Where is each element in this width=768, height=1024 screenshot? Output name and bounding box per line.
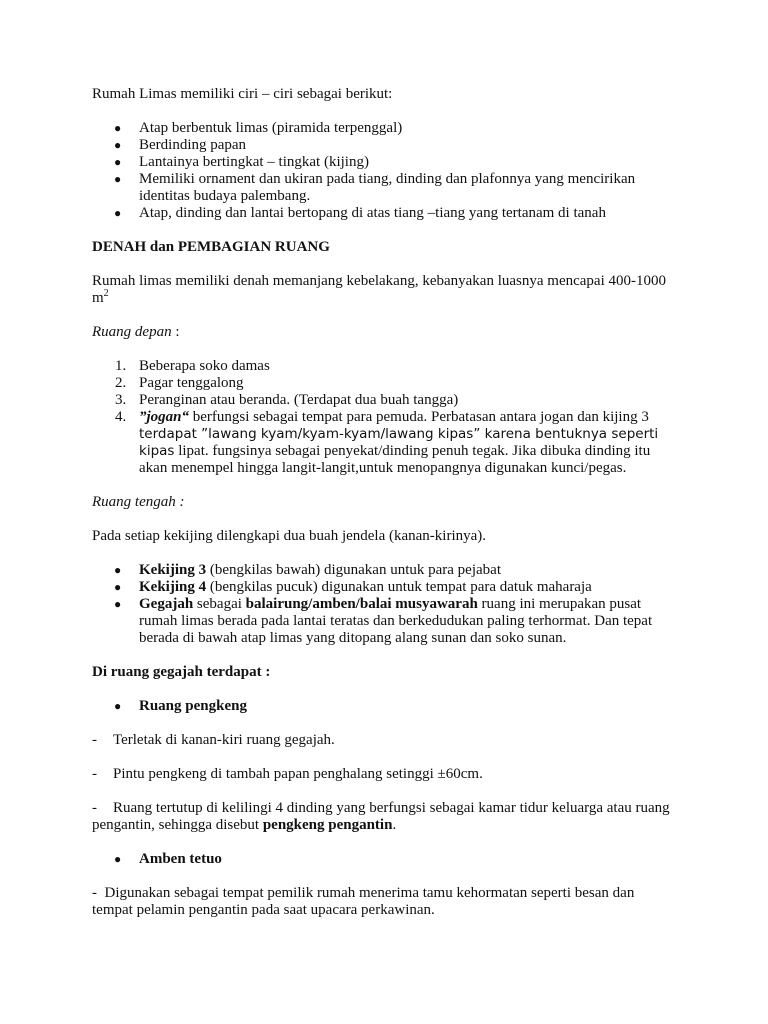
list-item: ● Gegajah sebagai balairung/amben/balai musyawarah ruang ini merupakan pusat rumah limas berada pada lantai teratas dan berkedudukan paling terhormat. Dan tepat berada di bawah atap limas yang ditopang alang sunan dan soko sunan.: [114, 596, 653, 646]
section-heading: DENAH dan PEMBAGIAN RUANG: [92, 239, 330, 255]
pengkeng-heading-list: [92, 698, 672, 715]
ruang-tengah-heading: Ruang tengah :: [92, 494, 185, 510]
bullet-icon: ●: [114, 852, 122, 866]
bullet-icon: ●: [114, 597, 122, 611]
pengkeng-line: - Pintu pengkeng di tambah papan penghalang setinggi ±60cm.: [92, 766, 483, 782]
list-item: ● Berdinding papan: [114, 137, 247, 153]
ruang-tengah-list: [92, 562, 672, 647]
list-item: 3. Peranginan atau beranda. (Terdapat dua buah tangga): [115, 392, 459, 408]
list-item: ● Lantainya bertingkat – tingkat (kijing): [114, 154, 369, 170]
ruang-tengah-intro: Pada setiap kekijing dilengkapi dua buah jendela (kanan-kirinya).: [92, 528, 487, 544]
denah-paragraph: Rumah limas memiliki denah memanjang kebelakang, kebanyakan luasnya mencapai 400-1000 $m^2$: [92, 273, 666, 306]
pengkeng-line: - Ruang tertutup di kelilingi 4 dinding yang berfungsi sebagai kamar tidur keluarga atau ruang pengantin, sehingga disebut pengkeng pengantin.: [92, 800, 670, 833]
features-list: [92, 120, 672, 222]
list-item: ● Ruang pengkeng: [114, 698, 247, 714]
list-item: ● Atap, dinding dan lantai bertopang di atas tiang –tiang yang tertanam di tanah: [114, 205, 606, 221]
intro-paragraph: Rumah Limas memiliki ciri – ciri sebagai berikut:: [92, 86, 393, 102]
list-item: ● Amben tetuo: [114, 851, 222, 867]
bullet-icon: ●: [114, 138, 122, 152]
amben-heading-list: [92, 851, 672, 868]
bullet-icon: ●: [114, 155, 122, 169]
bullet-icon: ●: [114, 563, 122, 577]
ruang-depan-list: [92, 358, 672, 477]
bullet-icon: ●: [114, 580, 122, 594]
bullet-icon: ●: [114, 699, 122, 713]
list-item: ● Kekijing 3 (bengkilas bawah) digunakan untuk para pejabat: [114, 562, 501, 578]
list-item: 4. ”jogan“ berfungsi sebagai tempat para pemuda. Perbatasan antara jogan dan kijing 3 terdapat ”lawang kyam/kyam-kyam/lawang kipas” karena bentuknya seperti kipas lipat. fungsinya sebagai penyekat/dinding penuh tegak. Jika dibuka dinding itu akan menempel hingga langit-langit,untuk menopangnya digunakan kunci/pegas.: [115, 409, 659, 476]
document-page: [92, 86, 672, 919]
list-item: ● Atap berbentuk limas (piramida terpenggal): [114, 120, 403, 136]
list-item: 2. Pagar tenggalong: [115, 375, 244, 391]
gegajah-heading: Di ruang gegajah terdapat :: [92, 664, 271, 680]
ruang-depan-heading: Ruang depan :: [92, 324, 180, 340]
pengkeng-line: - Terletak di kanan-kiri ruang gegajah.: [92, 732, 335, 748]
term-jogan: ”jogan“: [139, 409, 190, 425]
superscript: 2: [103, 288, 109, 299]
bullet-icon: ●: [114, 206, 122, 220]
amben-line: - Digunakan sebagai tempat pemilik rumah menerima tamu kehormatan seperti besan dan tempat pelamin pengantin pada saat upacara perkawinan.: [92, 885, 635, 918]
list-item: 1. Beberapa soko damas: [115, 358, 270, 374]
bullet-icon: ●: [114, 172, 122, 186]
bullet-icon: ●: [114, 121, 122, 135]
list-item: ● Memiliki ornament dan ukiran pada tiang, dinding dan plafonnya yang mencirikan identitas budaya palembang.: [114, 171, 636, 204]
list-item: ● Kekijing 4 (bengkilas pucuk) digunakan untuk tempat para datuk maharaja: [114, 579, 592, 595]
